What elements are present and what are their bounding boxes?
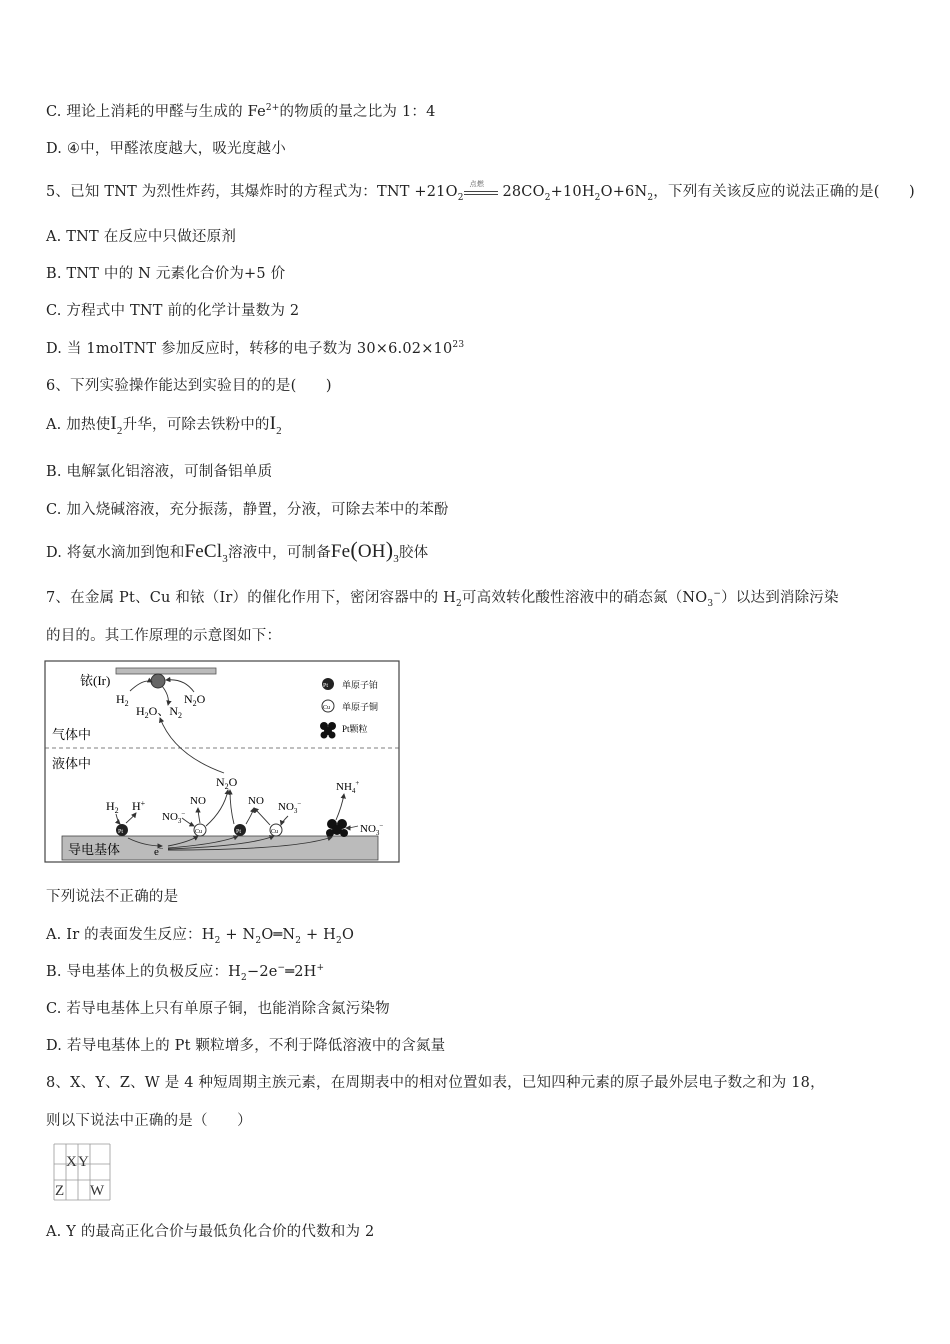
q5-option-a: A. TNT 在反应中只做还原剂: [46, 229, 237, 245]
q8-stem: 8、X、Y、Z、W 是 4 种短周期主族元素，在周期表中的相对位置如表，已知四种元素的原子最外层电子数之和为 18，: [46, 1075, 825, 1091]
svg-text:Cu: Cu: [271, 829, 279, 835]
gas-label: 气体中: [52, 727, 92, 742]
q5-option-b: B. TNT 中的 N 元素化合价为+5 价: [46, 266, 286, 282]
svg-text:Pt: Pt: [323, 683, 329, 689]
q5-stem: 5、已知 TNT 为烈性炸药，其爆炸时的方程式为：TNT $+21O_2$ 点燃 $28CO_2+10H_2O+6N_2$，下列有关该反应的说法正确的是( ): [46, 180, 915, 203]
svg-text:Pt: Pt: [118, 829, 124, 835]
no-2: NO: [248, 795, 264, 807]
no3-2: $NO_3^-$: [278, 800, 302, 815]
catalysis-diagram: [44, 660, 400, 864]
no-1: NO: [190, 795, 206, 807]
no3-1: $NO_3^-$: [162, 810, 186, 825]
q7-stem-line2: 的目的。其工作原理的示意图如下：: [46, 628, 282, 644]
q7-option-a: A. Ir 的表面发生反应：$H_2$ + $N_2O═N_2 + H_2O$: [46, 927, 355, 946]
base-label: 导电基体: [68, 842, 121, 857]
q6-stem: 6、下列实验操作能达到实验目的的是( ): [46, 378, 332, 394]
n2o-mid: $N_2O$: [216, 775, 238, 791]
iridium-plate: [116, 668, 216, 674]
q4-option-d: D. ④中，甲醛浓度越大，吸光度越小: [46, 141, 286, 157]
q7-option-c: C. 若导电基体上只有单原子铜，也能消除含氮污染物: [46, 1001, 390, 1017]
q6-option-b: B. 电解氯化铝溶液，可制备铝单质: [46, 464, 273, 480]
cell-x: X: [66, 1154, 77, 1170]
h2-bottom: $H_2$: [106, 799, 119, 815]
cell-y: Y: [78, 1154, 89, 1170]
q8-option-a: A. Y 的最高正化合价与最低负化合价的代数和为 2: [46, 1224, 375, 1240]
q6-option-a: A. 加热使$I_2$升华，可除去铁粉中的$I_2$: [46, 413, 282, 437]
legend-pt-label: 单原子铂: [342, 680, 379, 690]
q8-stem-line2: 则以下说法中正确的是（ ）: [46, 1113, 252, 1129]
n2o-top: $N_2O$: [184, 692, 206, 708]
q7-stem: 7、在金属 Pt、Cu 和铱（Ir）的催化作用下，密闭容器中的 $H_2$可高效转化酸性溶液中的硝态氮$(NO_3^-)$以达到消除污染: [46, 589, 839, 609]
q7-option-b: B. 导电基体上的负极反应：$H_2-2e^-═2H^+$: [46, 963, 325, 983]
q5-option-d: D. 当 1molTNT 参加反应时，转移的电子数为 $30\times 6.02\times 10^{23}$: [46, 340, 465, 357]
electron-label: e−: [154, 844, 164, 858]
q5-option-c: C. 方程式中 TNT 前的化学计量数为 2: [46, 303, 300, 319]
q6-option-d: D. 将氨水滴加到饱和FeCl$_3$溶液中，可制备$Fe(OH)_3$胶体: [46, 537, 429, 565]
q4-option-c: C. 理论上消耗的甲醛与生成的 $Fe^{2+}$的物质的量之比为 1：4: [46, 103, 436, 120]
liquid-label: 液体中: [52, 756, 92, 771]
reaction-condition: 点燃: [464, 185, 498, 199]
h2-top: $H_2$: [116, 692, 129, 708]
cell-w: W: [90, 1183, 105, 1199]
ir-label: 铱(Ir): [80, 673, 111, 688]
legend-ptp-label: Pt颗粒: [342, 724, 368, 734]
h2o-n2-label: $H_2O$、$N_2$: [136, 704, 183, 720]
no3-3: $NO_3^-$: [360, 822, 384, 837]
q7-prompt: 下列说法不正确的是: [46, 889, 179, 905]
nh4-plus: $NH_4^+$: [336, 779, 360, 795]
svg-text:Cu: Cu: [195, 829, 203, 835]
cell-z: Z: [55, 1183, 65, 1199]
svg-text:Pt: Pt: [236, 829, 242, 835]
q6-option-c: C. 加入烧碱溶液，充分振荡，静置，分液，可除去苯中的苯酚: [46, 502, 449, 518]
h-plus: H+: [132, 799, 146, 813]
periodic-table-snippet: [52, 1142, 112, 1202]
iridium-atom: [151, 674, 165, 688]
q7-option-d: D. 若导电基体上的 Pt 颗粒增多，不利于降低溶液中的含氮量: [46, 1038, 446, 1054]
legend-cu-label: 单原子铜: [342, 702, 379, 712]
svg-text:Cu: Cu: [323, 705, 331, 711]
